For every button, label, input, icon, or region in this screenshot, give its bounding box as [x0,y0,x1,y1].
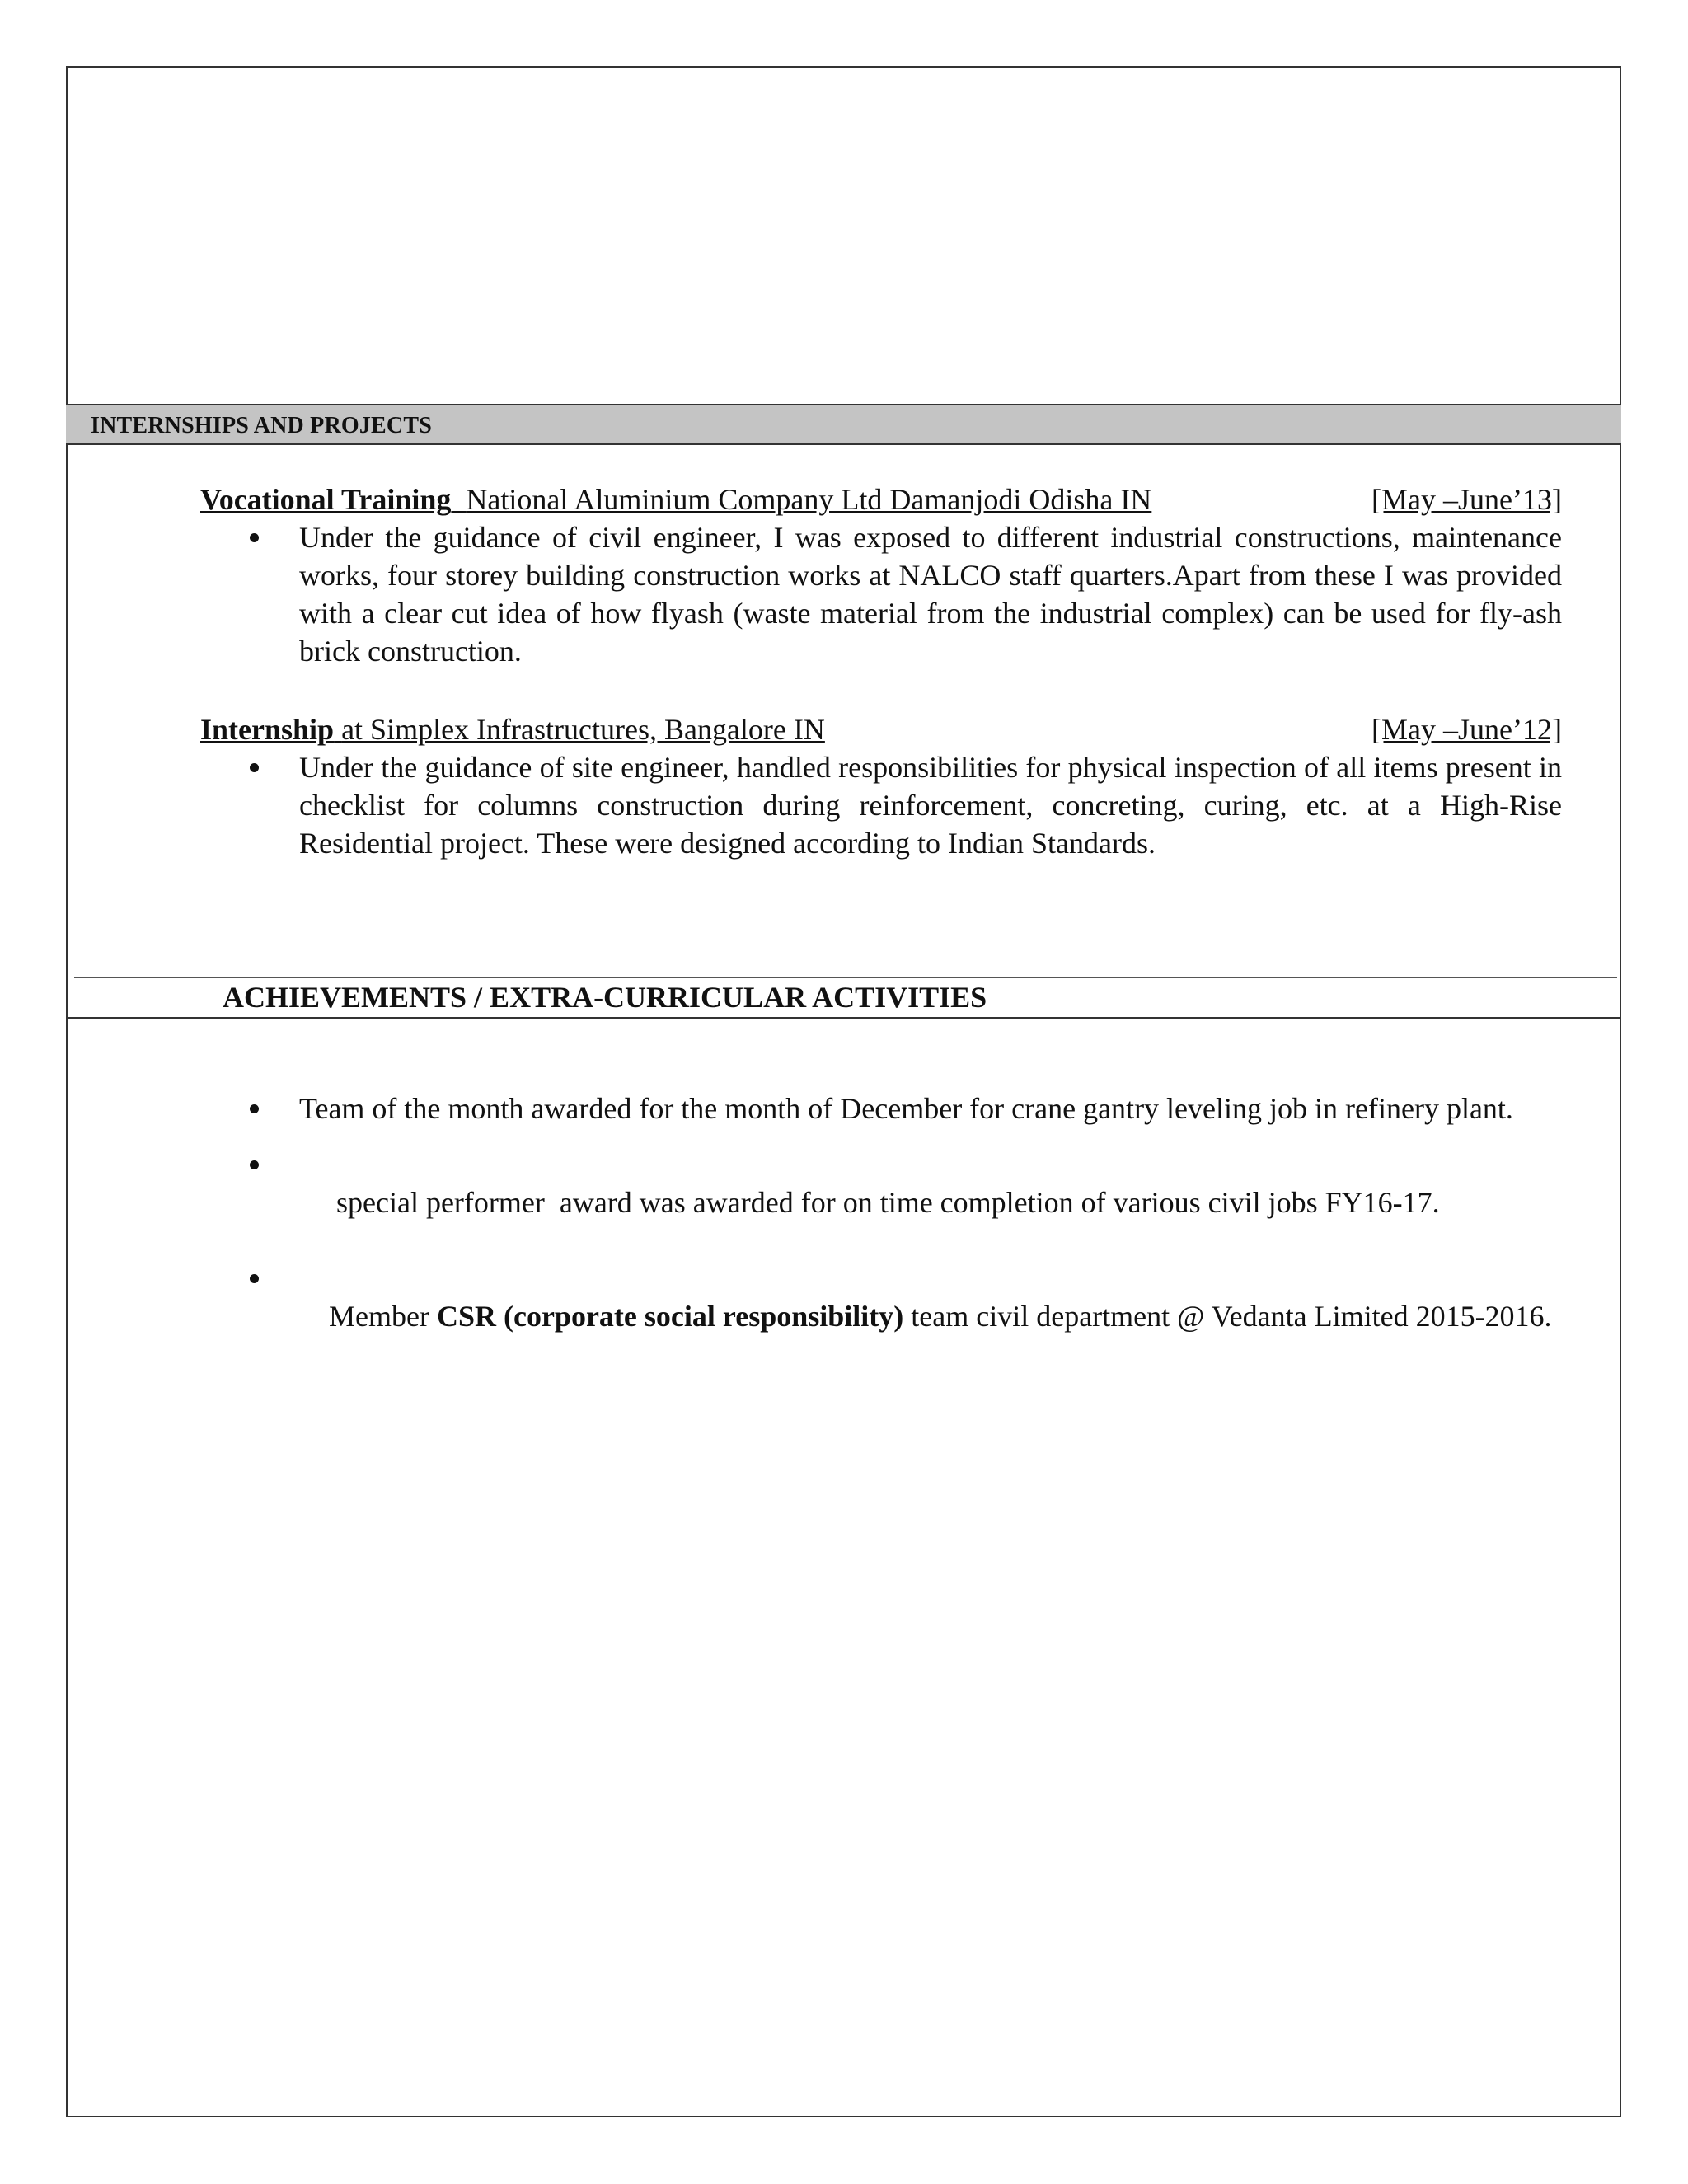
list-item [200,1146,1585,1259]
entry-dates: [May –June’13] [1372,483,1562,516]
entry-header [200,480,1562,518]
achievements-list [200,1090,1585,1373]
entry-org: National Aluminium Company Ltd Damanjodi Odisha IN [466,483,1152,516]
list-item [200,518,1562,670]
entry-title [200,710,825,748]
achievement-bold: CSR (corporate social responsibility) [436,1300,904,1333]
entry-role: Internship [200,713,335,746]
entry-bullet-list [200,748,1562,862]
section-rule [66,1017,1621,1019]
section-title-internships: INTERNSHIPS AND PROJECTS [91,413,432,438]
bullet-text: Under the guidance of site engineer, handled responsibilities for physical inspection of all items present in checklist for columns construction during reinforcement, concreting, curing, etc. at a High-Rise Residential project. These were designed according to Indian Standards. [299,751,1562,860]
bullet-text: Under the guidance of civil engineer, I was exposed to different industrial constructions, maintenance works, four storey building construction works at NALCO staff quarters.Apart from these I was provided with a clear cut idea of how flyash (waste material from the industrial complex) can be used for fly-ash brick construction. [299,521,1562,668]
list-item [200,1259,1585,1373]
achievement-text: Team of the month awarded for the month of December for crane gantry leveling job in refinery plant. [299,1092,1513,1125]
achievement-prefix: Member [329,1300,437,1333]
bullet-icon [250,1274,259,1283]
section-title-achievements: ACHIEVEMENTS / EXTRA-CURRICULAR ACTIVITIES [223,981,987,1014]
achievement-text: special performer award was awarded for on time completion of various civil jobs FY16-17. [329,1186,1440,1219]
section-divider [74,977,1617,978]
bullet-icon [250,1160,259,1169]
list-item [200,748,1562,862]
achievement-suffix: team civil department @ Vedanta Limited 2015-2016. [903,1300,1552,1333]
bullet-icon [250,1104,259,1113]
bullet-icon [250,763,259,772]
entry-role: Vocational Training [200,483,452,516]
entry-dates: [May –June’12] [1372,713,1562,746]
internship-entry [200,480,1562,670]
entry-header [200,710,1562,748]
list-item [200,1090,1585,1127]
entry-bullet-list [200,518,1562,670]
bullet-icon [250,533,259,542]
entry-org: at Simplex Infrastructures, Bangalore IN [341,713,825,746]
entry-title [200,480,1151,518]
internship-entry [200,710,1562,862]
section-band-internships [66,404,1621,445]
